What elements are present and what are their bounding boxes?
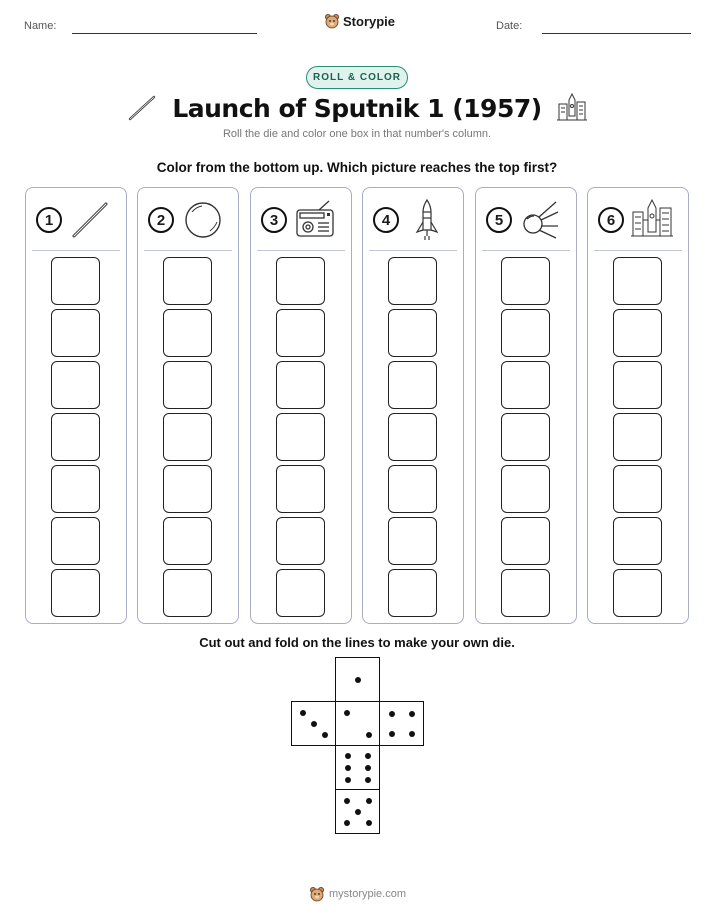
column-6 bbox=[587, 187, 689, 624]
column-number: 2 bbox=[148, 207, 174, 233]
column-divider bbox=[144, 250, 232, 251]
pip bbox=[366, 732, 372, 738]
date-line[interactable] bbox=[542, 33, 691, 34]
color-box[interactable] bbox=[613, 569, 662, 617]
column-number: 6 bbox=[598, 207, 624, 233]
brand-name: Storypie bbox=[343, 13, 396, 29]
column-divider bbox=[594, 250, 682, 251]
color-box[interactable] bbox=[276, 517, 325, 565]
column-header bbox=[26, 188, 126, 252]
color-box[interactable] bbox=[501, 413, 550, 461]
column-number: 1 bbox=[36, 207, 62, 233]
color-box[interactable] bbox=[276, 413, 325, 461]
title-row bbox=[0, 92, 714, 124]
pip bbox=[365, 777, 371, 783]
color-box[interactable] bbox=[163, 361, 212, 409]
color-box[interactable] bbox=[163, 569, 212, 617]
pip bbox=[389, 731, 395, 737]
pip bbox=[345, 753, 351, 759]
color-box[interactable] bbox=[163, 413, 212, 461]
antenna-rod-icon bbox=[68, 198, 112, 242]
color-box[interactable] bbox=[276, 361, 325, 409]
pip bbox=[345, 765, 351, 771]
color-box[interactable] bbox=[388, 309, 437, 357]
color-box[interactable] bbox=[51, 465, 100, 513]
color-box[interactable] bbox=[388, 569, 437, 617]
color-box[interactable] bbox=[613, 309, 662, 357]
pip bbox=[389, 711, 395, 717]
pip bbox=[366, 798, 372, 804]
color-box[interactable] bbox=[613, 361, 662, 409]
sputnik-satellite-icon bbox=[518, 198, 562, 242]
pip bbox=[409, 731, 415, 737]
color-box[interactable] bbox=[276, 257, 325, 305]
name-label: Name: bbox=[24, 20, 57, 32]
color-box[interactable] bbox=[163, 465, 212, 513]
launch-site-icon bbox=[556, 92, 588, 124]
pip bbox=[409, 711, 415, 717]
column-3 bbox=[250, 187, 352, 624]
color-box[interactable] bbox=[51, 517, 100, 565]
name-line[interactable] bbox=[72, 33, 257, 34]
date-label: Date: bbox=[496, 20, 523, 32]
die-instruction: Cut out and fold on the lines to make your own die. bbox=[199, 635, 515, 650]
pip bbox=[311, 721, 317, 727]
roll-and-color-badge: ROLL & COLOR bbox=[306, 66, 408, 89]
pip bbox=[365, 765, 371, 771]
rocket-icon bbox=[405, 198, 449, 242]
column-header bbox=[363, 188, 463, 252]
antenna-rod-icon bbox=[126, 92, 158, 124]
die-face-6[interactable] bbox=[335, 745, 380, 790]
color-box[interactable] bbox=[613, 465, 662, 513]
color-box[interactable] bbox=[51, 361, 100, 409]
color-box[interactable] bbox=[51, 309, 100, 357]
metal-sphere-icon bbox=[180, 198, 224, 242]
instruction: Color from the bottom up. Which picture reaches the top first? bbox=[156, 160, 558, 175]
color-box[interactable] bbox=[163, 309, 212, 357]
column-number: 5 bbox=[486, 207, 512, 233]
color-box[interactable] bbox=[51, 257, 100, 305]
pip bbox=[344, 798, 350, 804]
column-divider bbox=[369, 250, 457, 251]
die-face-1[interactable] bbox=[335, 657, 380, 702]
color-box[interactable] bbox=[613, 517, 662, 565]
storypie-logo bbox=[324, 13, 395, 29]
color-box[interactable] bbox=[276, 309, 325, 357]
page-title: Launch of Sputnik 1 (1957) bbox=[172, 93, 542, 123]
die-face-4[interactable] bbox=[379, 701, 424, 746]
color-box[interactable] bbox=[501, 361, 550, 409]
color-box[interactable] bbox=[501, 465, 550, 513]
color-box[interactable] bbox=[501, 569, 550, 617]
storypie-bear-icon bbox=[309, 886, 325, 902]
column-header bbox=[138, 188, 238, 252]
color-box[interactable] bbox=[276, 465, 325, 513]
column-number: 4 bbox=[373, 207, 399, 233]
pip bbox=[355, 677, 361, 683]
column-number: 3 bbox=[261, 207, 287, 233]
column-divider bbox=[32, 250, 120, 251]
die-face-5[interactable] bbox=[335, 789, 380, 834]
pip bbox=[366, 820, 372, 826]
pip bbox=[345, 777, 351, 783]
color-box[interactable] bbox=[388, 257, 437, 305]
color-box[interactable] bbox=[388, 361, 437, 409]
color-box[interactable] bbox=[501, 517, 550, 565]
color-box[interactable] bbox=[388, 517, 437, 565]
pip bbox=[300, 710, 306, 716]
die-face-2[interactable] bbox=[335, 701, 380, 746]
column-5 bbox=[475, 187, 577, 624]
color-box[interactable] bbox=[388, 465, 437, 513]
pip bbox=[355, 809, 361, 815]
color-box[interactable] bbox=[501, 257, 550, 305]
color-box[interactable] bbox=[388, 413, 437, 461]
color-box[interactable] bbox=[163, 257, 212, 305]
launch-site-icon bbox=[630, 198, 674, 242]
column-divider bbox=[482, 250, 570, 251]
die-face-3[interactable] bbox=[291, 701, 336, 746]
column-divider bbox=[257, 250, 345, 251]
pip bbox=[344, 820, 350, 826]
subtitle: Roll the die and color one box in that number's column. bbox=[222, 128, 492, 140]
column-header bbox=[588, 188, 688, 252]
column-1 bbox=[25, 187, 127, 624]
pip bbox=[344, 710, 350, 716]
column-2 bbox=[137, 187, 239, 624]
footer bbox=[309, 886, 406, 902]
pip bbox=[365, 753, 371, 759]
color-box[interactable] bbox=[51, 569, 100, 617]
color-box[interactable] bbox=[276, 569, 325, 617]
color-box[interactable] bbox=[613, 413, 662, 461]
color-box[interactable] bbox=[163, 517, 212, 565]
footer-url[interactable]: mystorypie.com bbox=[329, 888, 407, 900]
color-box[interactable] bbox=[613, 257, 662, 305]
pip bbox=[322, 732, 328, 738]
radio-icon bbox=[293, 198, 337, 242]
storypie-bear-icon bbox=[324, 13, 340, 29]
column-header bbox=[251, 188, 351, 252]
column-header bbox=[476, 188, 576, 252]
color-box[interactable] bbox=[51, 413, 100, 461]
color-box[interactable] bbox=[501, 309, 550, 357]
column-4 bbox=[362, 187, 464, 624]
